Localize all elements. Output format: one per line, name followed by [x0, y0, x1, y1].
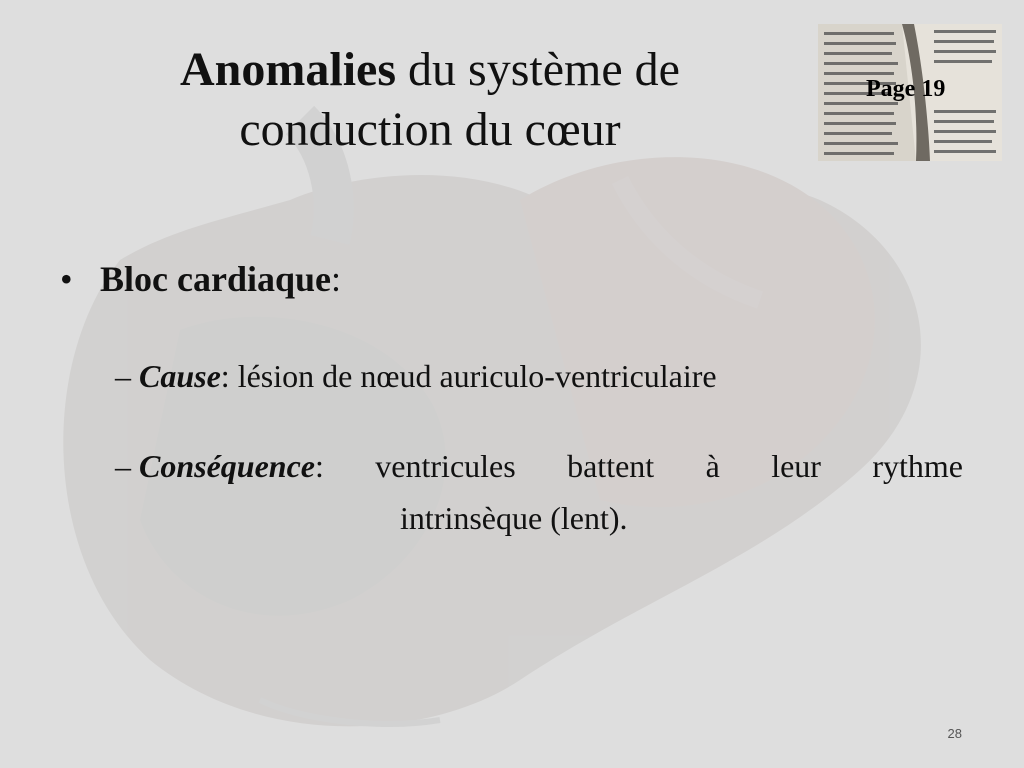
separator: : — [315, 448, 324, 484]
word: ventricules — [375, 448, 516, 484]
consequence-line2: intrinsèque (lent). — [400, 500, 628, 536]
description: lésion de nœud auriculo-ventriculaire — [229, 358, 717, 394]
separator: : — [220, 358, 230, 394]
dash: – — [115, 358, 131, 394]
title-rest: du système de — [396, 43, 680, 96]
sub-item-consequence — [115, 440, 963, 544]
sub-item-cause — [115, 350, 717, 402]
title-bold: Anomalies — [180, 43, 397, 96]
term: Cause — [139, 358, 221, 394]
dash: – — [115, 448, 131, 484]
word: rythme — [872, 448, 963, 484]
bullet-marker: • — [60, 259, 73, 299]
consequence-line1 — [115, 440, 963, 492]
bullet-suffix: : — [331, 259, 342, 299]
page-number: 28 — [947, 726, 962, 741]
bullet-bloc-cardiaque — [60, 258, 341, 300]
word: à — [705, 448, 720, 484]
slide-title — [100, 40, 760, 160]
title-line2: conduction du cœur — [239, 103, 621, 156]
term: Conséquence — [139, 448, 315, 484]
bullet-label: Bloc cardiaque — [100, 259, 331, 299]
book-page-label: Page 19 — [866, 76, 946, 102]
word: leur — [771, 448, 821, 484]
term-group — [115, 440, 324, 492]
word: battent — [567, 448, 655, 484]
